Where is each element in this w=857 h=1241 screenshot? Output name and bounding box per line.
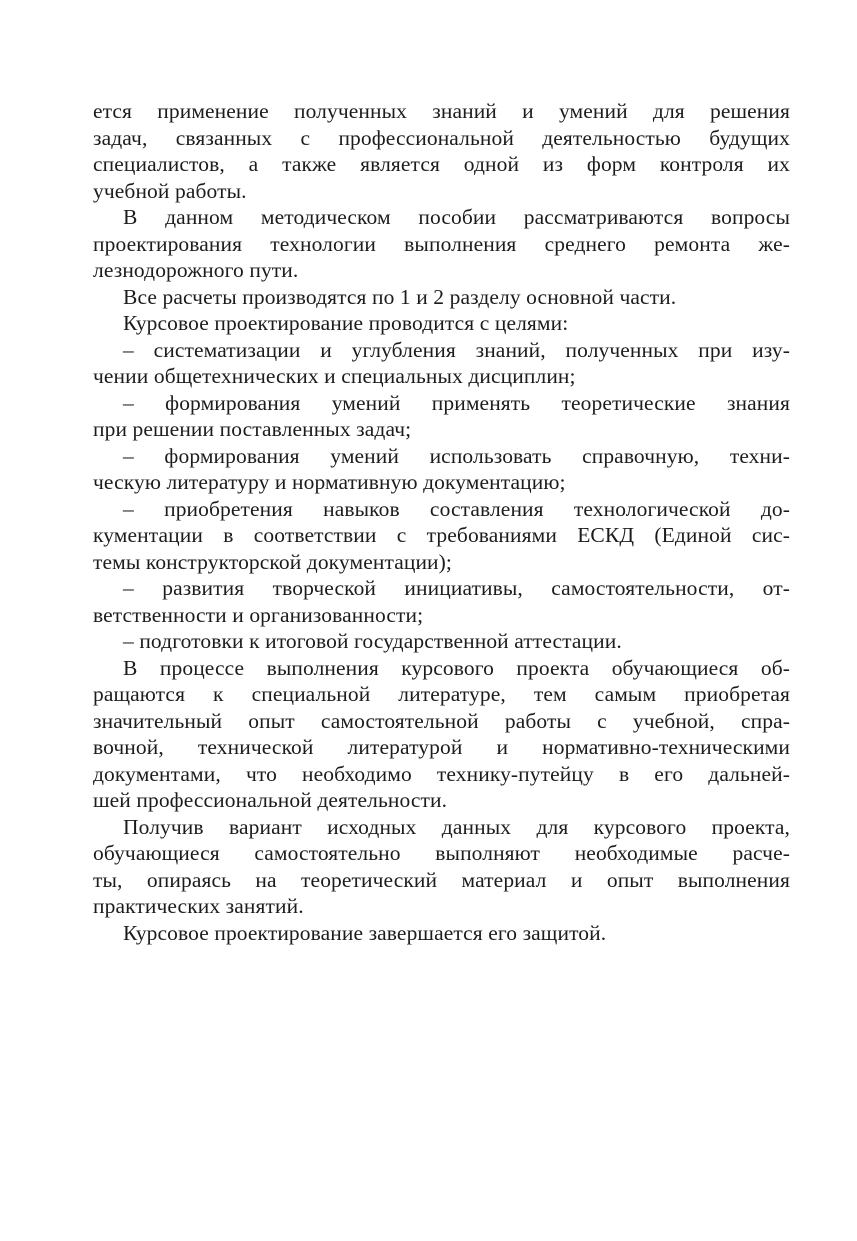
text-line: задач, связанных с профессиональной деятельностью будущих: [93, 125, 790, 150]
text-line: вочной, технической литературой и нормативно-техническими: [93, 735, 790, 759]
paragraph: [93, 496, 790, 576]
text-line: значительный опыт самостоятельной работы с учебной, спра-: [93, 708, 790, 733]
text-line: темы конструкторской документации);: [93, 549, 452, 574]
text-line: при решении поставленных задач;: [93, 417, 412, 441]
text-line: Курсовое проектирование проводится с целями:: [123, 311, 569, 335]
text-line: В процессе выполнения курсового проекта обучающиеся об-: [123, 655, 790, 680]
text-line: специалистов, а также является одной из форм контроля их: [93, 152, 790, 176]
text-line: проектирования технологии выполнения среднего ремонта же-: [93, 231, 790, 256]
paragraph: [93, 920, 790, 947]
paragraph: [93, 204, 790, 284]
text-line: учебной работы.: [93, 178, 247, 203]
paragraph: [93, 390, 790, 443]
paragraph: [93, 284, 790, 311]
paragraph: [93, 814, 790, 920]
paragraph: [93, 337, 790, 390]
text-line: – подготовки к итоговой государственной аттестации.: [123, 629, 622, 653]
text-line: – развития творческой инициативы, самостоятельности, от-: [123, 576, 790, 600]
paragraph: [93, 628, 790, 655]
text-line: чении общетехнических и специальных дисциплин;: [93, 364, 576, 388]
paragraph: [93, 310, 790, 337]
paragraph: [93, 443, 790, 496]
text-line: – приобретения навыков составления технологической до-: [123, 496, 790, 521]
text-line: ращаются к специальной литературе, тем самым приобретая: [93, 682, 790, 706]
text-line: – формирования умений применять теоретические знания: [123, 390, 790, 415]
text-line: ется применение полученных знаний и умений для решения: [93, 99, 790, 123]
text-line: шей профессиональной деятельности.: [93, 788, 448, 812]
paragraph: [93, 98, 790, 204]
text-line: Получив вариант исходных данных для курсового проекта,: [123, 814, 790, 839]
paragraph: [93, 575, 790, 628]
text-line: обучающиеся самостоятельно выполняют необходимые расче-: [93, 841, 790, 865]
text-line: документами, что необходимо технику-путейцу в его дальней-: [93, 761, 790, 786]
text-line: ты, опираясь на теоретический материал и опыт выполнения: [93, 867, 790, 892]
text-line: ческую литературу и нормативную документацию;: [93, 470, 566, 494]
text-line: – систематизации и углубления знаний, полученных при изу-: [123, 337, 790, 362]
text-line: практических занятий.: [93, 894, 304, 918]
text-line: лезнодорожного пути.: [93, 258, 299, 282]
text-line: В данном методическом пособии рассматриваются вопросы: [123, 205, 790, 229]
text-line: кументации в соответствии с требованиями ЕСКД (Единой сис-: [93, 523, 790, 547]
paragraph: [93, 655, 790, 814]
text-line: Курсовое проектирование завершается его защитой.: [123, 920, 607, 945]
page-text-block: [93, 98, 790, 946]
text-line: ветственности и организованности;: [93, 602, 424, 627]
text-line: – формирования умений использовать справочную, техни-: [123, 443, 790, 468]
text-line: Все расчеты производятся по 1 и 2 разделу основной части.: [123, 284, 677, 309]
